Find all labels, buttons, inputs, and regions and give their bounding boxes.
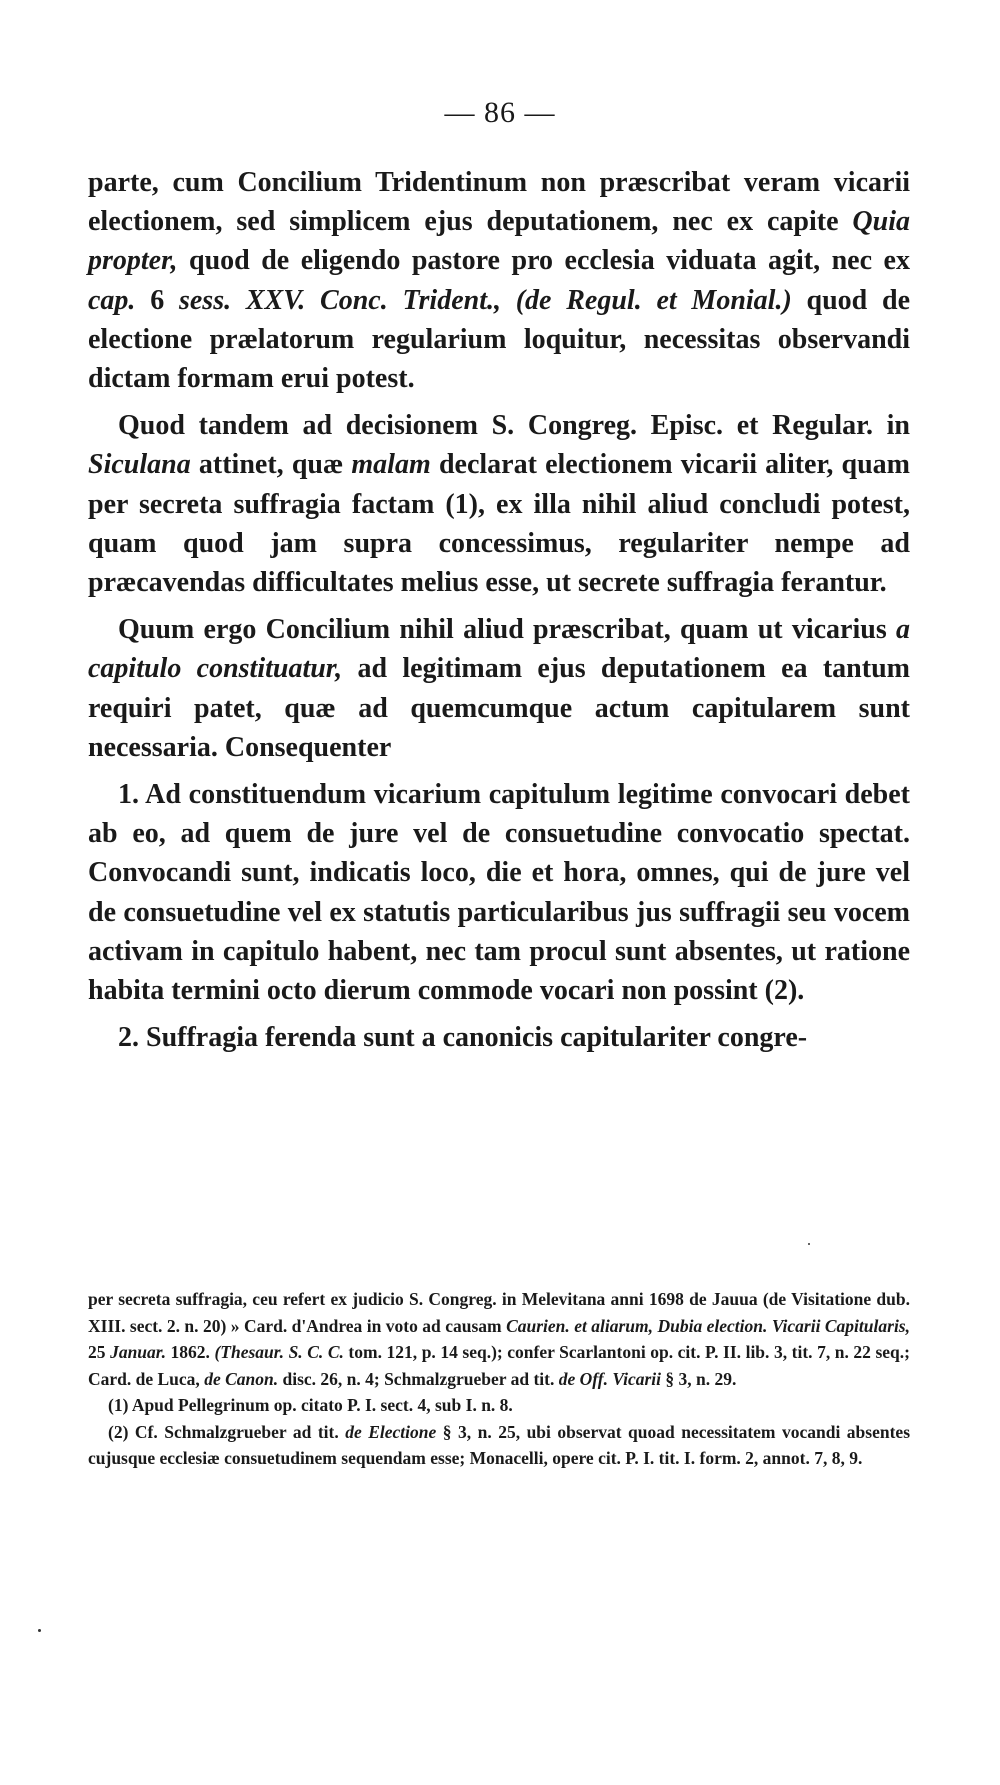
paragraph-2 [88,406,910,602]
text-run: disc. 26, n. 4; Schmalzgrueber ad tit. [278,1368,559,1389]
text-run: parte, cum Concilium Tridentinum non præscribat veram vicarii electionem, sed simplicem ejus deputationem, nec ex capite [88,167,910,238]
text-run: § 3, n. 25, ubi observat quoad necessitatem vocandi absentes cujusque ecclesiæ consuetudinem sequendam esse; Monacelli, opere cit. P. I. tit. I. form. 2, annot. 7, 8, 9. [88,1421,911,1468]
text-run: quod de eligendo pastore pro ecclesia viduata agit, nec ex [177,245,910,277]
italic-run: Quia propter, [88,206,910,277]
text-run: per secreta suffragia, ceu refert ex judicio S. Congreg. in Melevitana anni 1698 de Jauua (de Visitatione dub. XIII. sect. 2. n. 20) » Card. d'Andrea in voto ad causam [88,1289,910,1336]
text-run: § 3, n. 29. [661,1368,737,1389]
scan-speck [38,1629,41,1632]
italic-run: de Off. Vicarii [558,1368,661,1389]
text-run: tom. 121, p. 14 seq.); confer Scarlantoni op. cit. P. II. lib. 3, tit. 7, n. 22 seq.; Card. de Luca, [88,1342,910,1389]
italic-run: Caurien. et aliarum, Dubia election. Vicarii Capitularis, [506,1315,910,1336]
text-run: ad legitimam ejus deputationem ea tantum requiri patet, quæ ad quemcumque actum capitularem sunt necessaria. Consequenter [88,653,910,763]
text-run: Quod tandem ad decisionem S. Congreg. Episc. et Regular. in [118,410,910,442]
footnote-1: (1) Apud Pellegrinum op. citato P. I. sect. 4, sub I. n. 8. [108,1395,513,1415]
paragraph-3 [88,610,910,767]
italic-run: Januar. [110,1342,166,1362]
item-number: 2. [118,1022,139,1054]
text-run: 1862. [166,1342,215,1362]
text-run: (2) Cf. Schmalzgrueber ad tit. [108,1421,346,1442]
italic-run: de Electione [345,1421,437,1442]
text-run: 6 [135,284,179,316]
paragraph-1 [88,163,910,398]
italic-run: sess. XXV. Conc. Trident., (de Regul. et Monial.) [178,284,792,316]
text-run: Quum ergo Concilium nihil aliud præscribat, quam ut vicarius [118,614,896,646]
italic-run: (Thesaur. S. C. C. [214,1342,344,1362]
text-run: attinet, quæ [190,449,352,481]
numbered-paragraph-1 [88,775,910,1010]
text-run: declarat electionem vicarii aliter, quam per secreta suffragia factam (1), ex illa nihil aliud concludi potest, quam quod jam supra concessimus, regulariter nempe ad præcavendas difficultates melius esse, ut secrete suffragia ferantur. [88,449,910,599]
footnote-continuation [88,1286,910,1392]
italic-run: cap. [88,284,136,316]
item-number: 1. [118,779,139,811]
page-number: — 86 — [444,96,556,129]
text-run: quod de electione prælatorum regularium loquitur, necessitas observandi dictam formam erui potest. [88,284,911,395]
italic-run: de Canon. [204,1368,279,1389]
scan-speck [808,1243,810,1245]
text-run: 25 [88,1342,111,1362]
italic-run: a capitulo constituatur, [88,614,910,685]
text-run: Ad constituendum vicarium capitulum legitime convocari debet ab eo, ad quem de jure vel de consuetudine convocatio spectat. Convocandi sunt, indicatis loco, die et hora, omnes, qui de jure vel de consuetudine vel ex statutis particularibus jus suffragii seu vocem activam in capitulo habent, nec tam procul sunt absentes, ut ratione habita termini octo dierum commode vocari non possint (2). [88,779,910,1007]
footnote-2 [88,1419,910,1472]
numbered-paragraph-2 [88,1018,910,1057]
footnotes [88,1286,910,1472]
main-text [88,163,910,1065]
text-run: Suffragia ferenda sunt a canonicis capitulariter congre- [139,1022,808,1054]
italic-run: Siculana [88,449,191,481]
italic-run: malam [351,449,431,481]
